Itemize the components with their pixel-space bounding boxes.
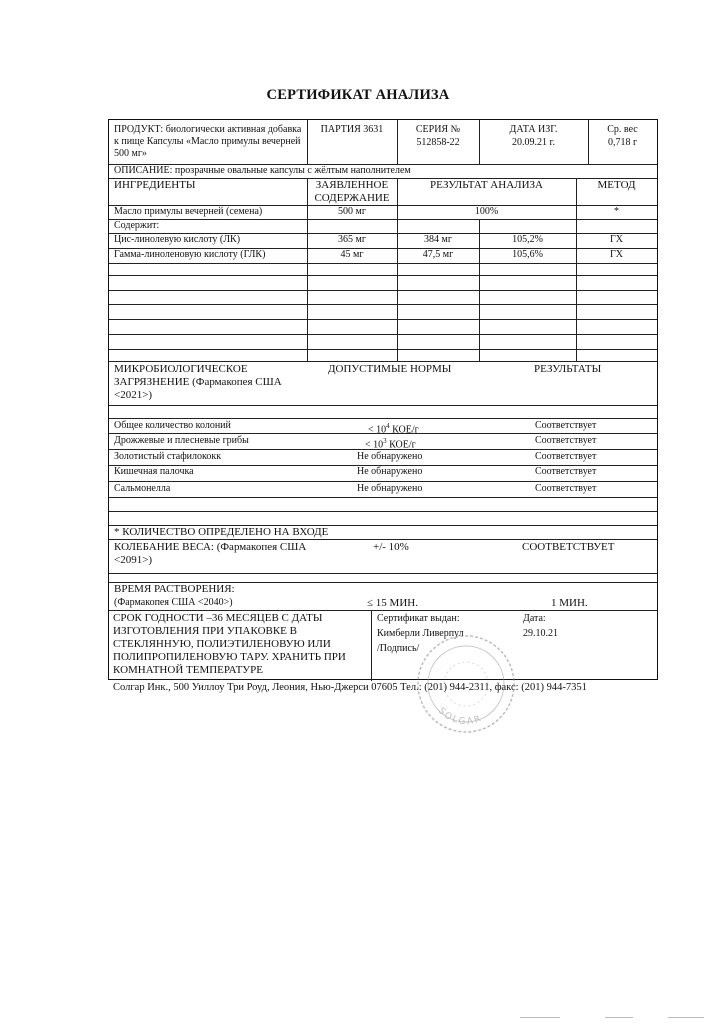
ingredient-declared: 500 мг	[338, 206, 366, 217]
dissolution-label: ВРЕМЯ РАСТВОРЕНИЯ:	[114, 583, 235, 595]
avg-weight-label: Ср. вес	[607, 124, 638, 135]
analysis-result-header: РЕЗУЛЬТАТ АНАЛИЗА	[429, 179, 543, 191]
row-divider	[109, 219, 657, 220]
micro-norm: Не обнаружено	[357, 466, 423, 477]
ingredient-name: Масло примулы вечерней (семена)	[114, 206, 263, 217]
company-footer: Солгар Инк., 500 Уиллоу Три Роуд, Леония, Нью-Джерси 07605 Тел.: (201) 944-2311, факс: (201) 944-7351	[113, 682, 587, 693]
micro-name: Золотистый стафилококк	[114, 451, 222, 462]
micro-name: Кишечная палочка	[114, 466, 194, 477]
micro-result: Соответствует	[535, 451, 597, 462]
micro-norm: Не обнаружено	[357, 483, 423, 494]
row-divider	[109, 349, 657, 350]
micro-norm: < $10^3$ КОЕ/г	[365, 437, 416, 451]
dissolution-pharmacopeia: (Фармакопея США <2040>)	[114, 597, 233, 608]
row-divider	[109, 539, 657, 540]
micro-result: Соответствует	[535, 420, 597, 431]
ingredient-measured: 384 мг	[424, 234, 452, 245]
weight-variation-label: КОЛЕБАНИЕ ВЕСА: (Фармакопея США <2091>)	[114, 541, 307, 566]
certificate-issued-label: Сертификат выдан:	[377, 613, 460, 624]
ingredient-name: Цис-линолевую кислоту (ЛК)	[114, 234, 241, 245]
weight-variation-result: СООТВЕТСТВУЕТ	[522, 541, 615, 553]
micro-result: Соответствует	[535, 466, 597, 477]
manufacture-date-value: 20.09.21 г.	[512, 137, 555, 148]
col-divider	[371, 610, 372, 681]
company-stamp	[414, 632, 518, 736]
micro-result: Соответствует	[535, 435, 597, 446]
certificate-date-label: Дата:	[523, 613, 546, 624]
row-divider	[109, 573, 657, 574]
declared-content-header: ЗАЯВЛЕННОЕ СОДЕРЖАНИЕ	[314, 179, 390, 204]
micro-results-header: РЕЗУЛЬТАТЫ	[534, 363, 602, 375]
row-divider	[109, 334, 657, 335]
dissolution-result: 1 МИН.	[551, 597, 588, 609]
series-value: 512858-22	[416, 137, 460, 148]
row-divider	[109, 610, 657, 611]
avg-weight-value: 0,718 г	[607, 137, 638, 148]
ingredients-header: ИНГРЕДИЕНТЫ	[114, 179, 196, 191]
input-quantity-note: * КОЛИЧЕСТВО ОПРЕДЕЛЕНО НА ВХОДЕ	[114, 526, 329, 538]
ingredient-declared: 365 мг	[338, 234, 366, 245]
micro-result: Соответствует	[535, 483, 597, 494]
batch-label: ПАРТИЯ 3631	[320, 124, 384, 135]
certificate-issued-by: Кимберли Ливерпул	[377, 628, 464, 639]
signature-label: /Подпись/	[377, 643, 420, 654]
scan-mark	[605, 1017, 633, 1018]
ingredient-declared: 45 мг	[340, 249, 364, 260]
micro-norm: Не обнаружено	[357, 451, 423, 462]
series-label: СЕРИЯ №	[415, 124, 461, 135]
ingredient-name: Гамма-линоленовую кислоту (ГЛК)	[114, 249, 266, 260]
row-divider	[109, 275, 657, 276]
micro-name: Сальмонелла	[114, 483, 171, 494]
ingredient-percent: 105,2%	[512, 234, 543, 245]
scan-mark	[668, 1017, 704, 1018]
shelf-life-statement: СРОК ГОДНОСТИ –36 МЕСЯЦЕВ С ДАТЫ ИЗГОТОВЛЕНИЯ ПРИ УПАКОВКЕ В СТЕКЛЯННУЮ, ПОЛИЭТИЛЕНОВУЮ ИЛИ ПОЛИПРОПИЛЕНОВУЮ ТАРУ. ХРАНИТЬ ПРИ КОМНАТНОЙ ТЕМПЕРАТУРЕ	[113, 612, 346, 676]
row-divider	[109, 319, 657, 320]
description: ОПИСАНИЕ: прозрачные овальные капсулы с жёлтым наполнителем	[114, 165, 411, 176]
manufacture-date-label: ДАТА ИЗГ.	[509, 124, 558, 135]
scan-mark	[520, 1017, 560, 1018]
method-header: МЕТОД	[597, 179, 636, 191]
certificate-date-value: 29.10.21	[523, 628, 558, 639]
row-divider	[109, 290, 657, 291]
contains-label: Содержит:	[114, 220, 160, 231]
dissolution-norm: ≤ 15 МИН.	[367, 597, 418, 609]
row-divider	[109, 511, 657, 512]
ingredient-measured: 47,5 мг	[422, 249, 454, 260]
micro-name: Дрожжевые и плесневые грибы	[114, 435, 249, 446]
weight-variation-norm: +/- 10%	[373, 541, 409, 553]
row-divider	[109, 405, 657, 406]
ingredient-method: ГХ	[609, 234, 623, 245]
svg-text:SOLGAR	[436, 706, 484, 727]
product-label: ПРОДУКТ: биологически активная добавка к пище Капсулы «Масло примулы вечерней 500 мг»	[114, 124, 302, 159]
certificate-table	[108, 119, 658, 680]
row-divider	[109, 497, 657, 498]
row-divider	[109, 361, 657, 362]
micro-name: Общее количество колоний	[114, 420, 231, 431]
ingredient-method: *	[614, 206, 619, 217]
ingredient-percent: 105,6%	[512, 249, 543, 260]
row-divider	[109, 263, 657, 264]
micro-norm: < $10^4$ КОЕ/г	[368, 422, 419, 436]
ingredient-result: 100%	[474, 206, 499, 217]
row-divider	[109, 481, 657, 482]
row-divider	[109, 418, 657, 419]
ingredient-method: ГХ	[609, 249, 623, 260]
document-title: СЕРТИФИКАТ АНАЛИЗА	[266, 87, 450, 103]
row-divider	[109, 304, 657, 305]
micro-norms-header: ДОПУСТИМЫЕ НОРМЫ	[328, 363, 452, 375]
stamp-text: SOLGAR	[436, 706, 485, 728]
micro-title: МИКРОБИОЛОГИЧЕСКОЕ ЗАГРЯЗНЕНИЕ (Фармакопея США <2021>)	[114, 363, 282, 401]
